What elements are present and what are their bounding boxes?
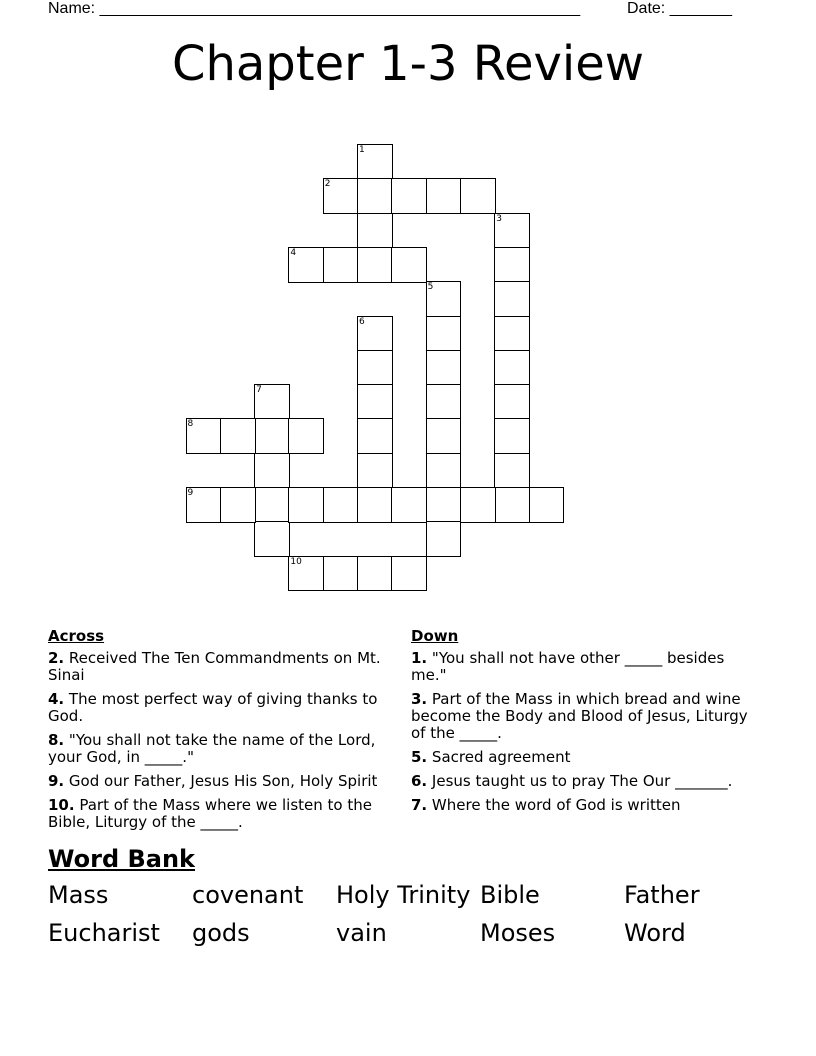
grid-cell[interactable] (254, 487, 290, 523)
grid-cell[interactable] (288, 556, 324, 592)
grid-cell[interactable] (494, 281, 530, 317)
word-bank-item: Holy Trinity (336, 881, 471, 909)
grid-cell[interactable] (254, 384, 290, 420)
grid-cell[interactable] (426, 384, 462, 420)
clue-across-8 (48, 732, 388, 766)
clue-number: 6. (411, 772, 428, 790)
clue-text: Where the word of God is written (431, 796, 681, 814)
clue-down-7 (411, 797, 761, 814)
grid-cell[interactable] (186, 487, 222, 523)
clue-number: 4. (48, 690, 65, 708)
grid-cell[interactable] (426, 487, 462, 523)
grid-cell[interactable] (323, 487, 359, 523)
page-title: Chapter 1-3 Review (171, 36, 645, 92)
name-field[interactable]: Name: ______________________________________________________ (48, 0, 581, 17)
grid-cell[interactable] (426, 521, 462, 557)
word-bank-item: Eucharist (48, 919, 160, 947)
clue-text: Part of the Mass in which bread and wine become the Body and Blood of Jesus, Liturgy of the _____. (411, 690, 748, 742)
clue-number: 8. (48, 731, 65, 749)
clue-text: The most perfect way of giving thanks to God. (48, 690, 378, 725)
grid-cell[interactable] (357, 453, 393, 489)
clue-text: Sacred agreement (431, 748, 571, 766)
down-clues (411, 628, 761, 821)
clue-text: Part of the Mass where we listen to the Bible, Liturgy of the _____. (48, 796, 372, 831)
clue-down-6 (411, 773, 761, 790)
cell-number: 3 (496, 213, 502, 224)
grid-cell[interactable] (494, 384, 530, 420)
clue-number: 2. (48, 649, 65, 667)
grid-cell[interactable] (288, 247, 324, 283)
grid-cell[interactable] (426, 350, 462, 386)
grid-cell[interactable] (391, 556, 427, 592)
grid-cell[interactable] (254, 418, 290, 454)
grid-cell[interactable] (220, 487, 256, 523)
grid-cell[interactable] (254, 521, 290, 557)
grid-cell[interactable] (494, 247, 530, 283)
grid-cell[interactable] (323, 247, 359, 283)
grid-cell[interactable] (426, 281, 462, 317)
grid-cell[interactable] (391, 178, 427, 214)
grid-cell[interactable] (288, 487, 324, 523)
cell-number: 4 (290, 247, 297, 258)
clue-text: Jesus taught us to pray The Our _______. (431, 772, 733, 790)
grid-cell[interactable] (220, 418, 256, 454)
word-bank-item: Father (624, 881, 700, 909)
word-bank-item: Moses (480, 919, 556, 947)
word-bank-item: covenant (192, 881, 304, 909)
grid-cell[interactable] (357, 350, 393, 386)
clue-down-1 (411, 650, 761, 684)
grid-cell[interactable] (494, 487, 530, 523)
grid-cell[interactable] (323, 178, 359, 214)
grid-cell[interactable] (357, 144, 393, 180)
clue-across-4 (48, 691, 388, 725)
clue-across-9 (48, 773, 388, 790)
clue-text: God our Father, Jesus His Son, Holy Spirit (68, 772, 378, 790)
cell-number: 7 (256, 385, 262, 396)
grid-cell[interactable] (426, 453, 462, 489)
clue-number: 5. (411, 748, 428, 766)
clue-number: 3. (411, 690, 428, 708)
clue-text: "You shall not have other _____ besides me." (411, 649, 725, 684)
grid-cell[interactable] (357, 418, 393, 454)
grid-cell[interactable] (288, 418, 324, 454)
grid-cell[interactable] (186, 418, 222, 454)
clue-down-5 (411, 749, 761, 766)
cell-number: 2 (324, 179, 331, 190)
clue-text: Received The Ten Commandments on Mt. Sinai (48, 649, 381, 684)
cell-number: 9 (187, 488, 194, 498)
word-bank-item: Mass (48, 881, 109, 909)
word-bank-item: vain (336, 919, 387, 947)
grid-cell[interactable] (323, 556, 359, 592)
clue-across-10 (48, 797, 388, 831)
word-bank-item: gods (192, 919, 250, 947)
across-heading: Across (48, 627, 105, 645)
grid-cell[interactable] (357, 556, 393, 592)
grid-cell[interactable] (494, 316, 530, 352)
grid-cell[interactable] (529, 487, 565, 523)
cell-number: 8 (187, 419, 194, 430)
grid-cell[interactable] (494, 418, 530, 454)
grid-cell[interactable] (357, 178, 393, 214)
word-bank-item: Bible (480, 881, 540, 909)
grid-cell[interactable] (426, 418, 462, 454)
grid-cell[interactable] (357, 384, 393, 420)
word-bank-item: Word (624, 919, 686, 947)
grid-cell[interactable] (460, 178, 496, 214)
cell-number: 1 (359, 145, 365, 155)
grid-cell[interactable] (494, 213, 530, 249)
clue-number: 10. (48, 796, 75, 814)
clue-number: 9. (48, 772, 65, 790)
cell-number: 6 (359, 316, 365, 327)
across-clues (48, 628, 388, 838)
grid-cell[interactable] (254, 453, 290, 489)
grid-cell[interactable] (494, 453, 530, 489)
clue-across-2 (48, 650, 388, 684)
down-heading: Down (411, 627, 459, 645)
grid-cell[interactable] (357, 213, 393, 249)
grid-cell[interactable] (494, 350, 530, 386)
grid-cell[interactable] (357, 316, 393, 352)
grid-cell[interactable] (460, 487, 496, 523)
grid-cell[interactable] (391, 247, 427, 283)
date-field[interactable]: Date: _______ (627, 0, 732, 17)
grid-cell[interactable] (426, 178, 462, 214)
cell-number: 10 (290, 556, 302, 567)
grid-cell[interactable] (391, 487, 427, 523)
grid-cell[interactable] (357, 487, 393, 523)
clue-number: 7. (411, 796, 428, 814)
word-bank-title: Word Bank (48, 845, 196, 873)
clue-text: "You shall not take the name of the Lord, your God, in _____." (48, 731, 376, 766)
grid-cell[interactable] (357, 247, 393, 283)
clue-down-3 (411, 691, 761, 742)
clue-number: 1. (411, 649, 428, 667)
grid-cell[interactable] (426, 316, 462, 352)
cell-number: 5 (427, 282, 434, 293)
